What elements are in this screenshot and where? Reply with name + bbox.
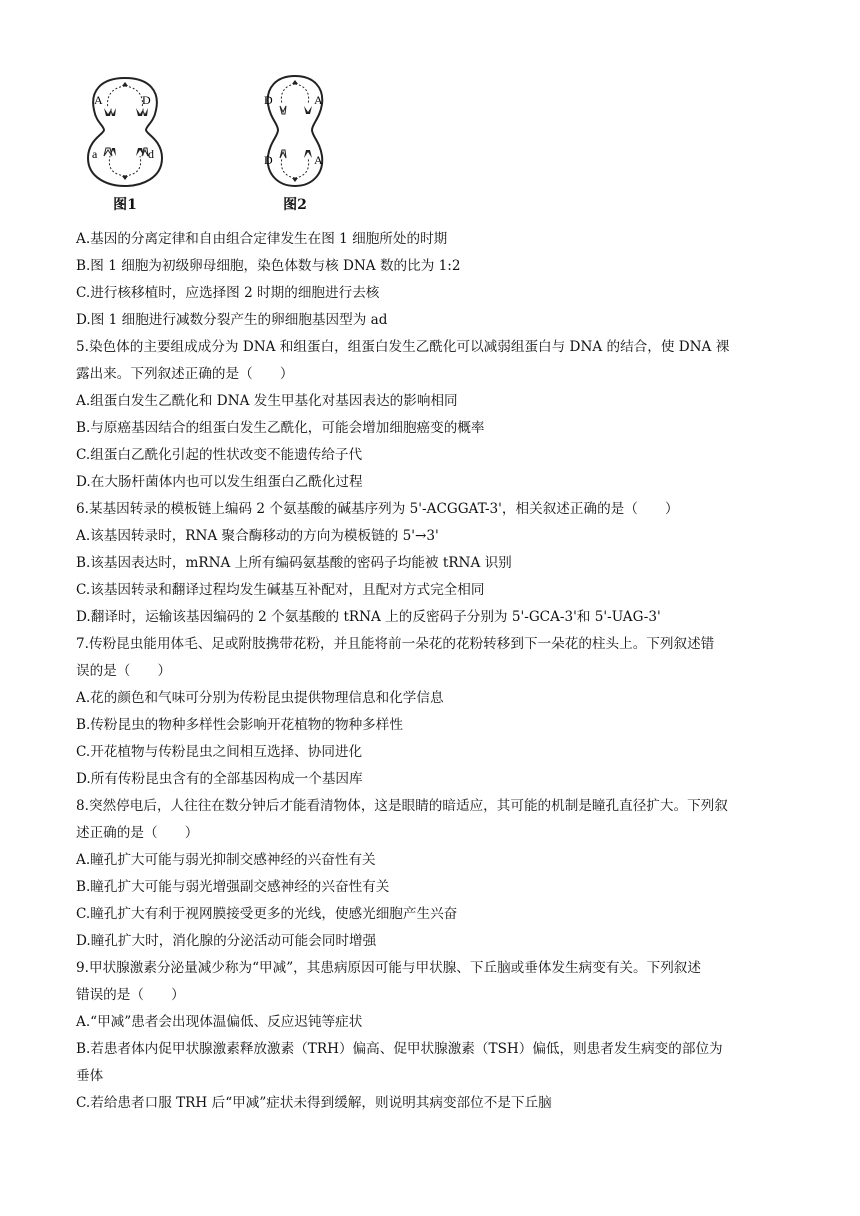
gene-label: A bbox=[314, 153, 323, 167]
text-line: D.翻译时，运输该基因编码的 2 个氨基酸的 tRNA 上的反密码子分别为 5'-GCA-3'和 5'-UAG-3' bbox=[76, 609, 661, 625]
figure-1 bbox=[80, 70, 170, 220]
cell-diagram-2 bbox=[250, 70, 340, 192]
gene-label: D bbox=[264, 93, 273, 107]
gene-label: A bbox=[314, 93, 323, 107]
text-line: A.花的颜色和气味可分别为传粉昆虫提供物理信息和化学信息 bbox=[76, 690, 444, 706]
text-line: C.若给患者口服 TRH 后“甲减”症状未得到缓解，则说明其病变部位不是下丘脑 bbox=[76, 1095, 552, 1111]
text-line: A.“甲减”患者会出现体温偏低、反应迟钝等症状 bbox=[76, 1014, 363, 1030]
question-text bbox=[76, 226, 792, 1117]
cell-diagram-1 bbox=[80, 70, 170, 192]
text-line: B.传粉昆虫的物种多样性会影响开花植物的物种多样性 bbox=[76, 717, 403, 733]
text-line: C.进行核移植时，应选择图 2 时期的细胞进行去核 bbox=[76, 285, 380, 301]
text-line: C.组蛋白乙酰化引起的性状改变不能遗传给子代 bbox=[76, 447, 363, 463]
figure-1-caption: 图1 bbox=[113, 197, 137, 213]
text-line: A.组蛋白发生乙酰化和 DNA 发生甲基化对基因表达的影响相同 bbox=[76, 393, 458, 409]
gene-label: A bbox=[94, 93, 103, 107]
text-line: A.该基因转录时，RNA 聚合酶移动的方向为模板链的 5'→3' bbox=[76, 528, 439, 544]
text-line: C.瞳孔扩大有利于视网膜接受更多的光线，使感光细胞产生兴奋 bbox=[76, 906, 458, 922]
text-line: B.若患者体内促甲状腺激素释放激素（TRH）偏高、促甲状腺激素（TSH）偏低，则患者发生病变的部位为 bbox=[76, 1041, 723, 1057]
text-line: 露出来。下列叙述正确的是（ ） bbox=[76, 366, 294, 382]
gene-label: D bbox=[142, 93, 151, 107]
gene-label: D bbox=[264, 153, 273, 167]
text-line: B.图 1 细胞为初级卵母细胞，染色体数与核 DNA 数的比为 1:2 bbox=[76, 258, 461, 274]
text-line: D.所有传粉昆虫含有的全部基因构成一个基因库 bbox=[76, 771, 363, 787]
text-line: 6.某基因转录的模板链上编码 2 个氨基酸的碱基序列为 5'-ACGGAT-3'，相关叙述正确的是（ ） bbox=[76, 501, 679, 517]
text-line: C.该基因转录和翻译过程均发生碱基互补配对，且配对方式完全相同 bbox=[76, 582, 485, 598]
text-line: D.在大肠杆菌体内也可以发生组蛋白乙酰化过程 bbox=[76, 474, 363, 490]
text-line: A.基因的分离定律和自由组合定律发生在图 1 细胞所处的时期 bbox=[76, 231, 448, 247]
text-line: 9.甲状腺激素分泌量减少称为“甲减”，其患病原因可能与甲状腺、下丘脑或垂体发生病变有关。下列叙述 bbox=[76, 960, 701, 976]
text-line: 述正确的是（ ） bbox=[76, 825, 199, 841]
figure-area bbox=[80, 70, 340, 220]
text-line: 错误的是（ ） bbox=[76, 987, 185, 1003]
figure-2 bbox=[250, 70, 340, 220]
gene-label: d bbox=[148, 147, 154, 161]
text-line: D.图 1 细胞进行减数分裂产生的卵细胞基因型为 ad bbox=[76, 312, 388, 328]
text-line: 5.染色体的主要组成成分为 DNA 和组蛋白，组蛋白发生乙酰化可以减弱组蛋白与 DNA 的结合，使 DNA 裸 bbox=[76, 339, 730, 355]
text-line: B.与原癌基因结合的组蛋白发生乙酰化，可能会增加细胞癌变的概率 bbox=[76, 420, 485, 436]
text-line: 7.传粉昆虫能用体毛、足或附肢携带花粉，并且能将前一朵花的花粉转移到下一朵花的柱头上。下列叙述错 bbox=[76, 636, 715, 652]
gene-label: a bbox=[92, 147, 98, 161]
text-line: B.该基因表达时，mRNA 上所有编码氨基酸的密码子均能被 tRNA 识别 bbox=[76, 555, 512, 571]
text-line: C.开花植物与传粉昆虫之间相互选择、协同进化 bbox=[76, 744, 363, 760]
text-line: 8.突然停电后，人往往在数分钟后才能看清物体，这是眼睛的暗适应，其可能的机制是瞳孔直径扩大。下列叙 bbox=[76, 798, 728, 814]
figure-2-caption: 图2 bbox=[283, 197, 307, 213]
text-line: B.瞳孔扩大可能与弱光增强副交感神经的兴奋性有关 bbox=[76, 879, 390, 895]
text-line: 垂体 bbox=[76, 1068, 104, 1084]
text-line: A.瞳孔扩大可能与弱光抑制交感神经的兴奋性有关 bbox=[76, 852, 376, 868]
text-line: D.瞳孔扩大时，消化腺的分泌活动可能会同时增强 bbox=[76, 933, 377, 949]
text-line: 误的是（ ） bbox=[76, 663, 172, 679]
